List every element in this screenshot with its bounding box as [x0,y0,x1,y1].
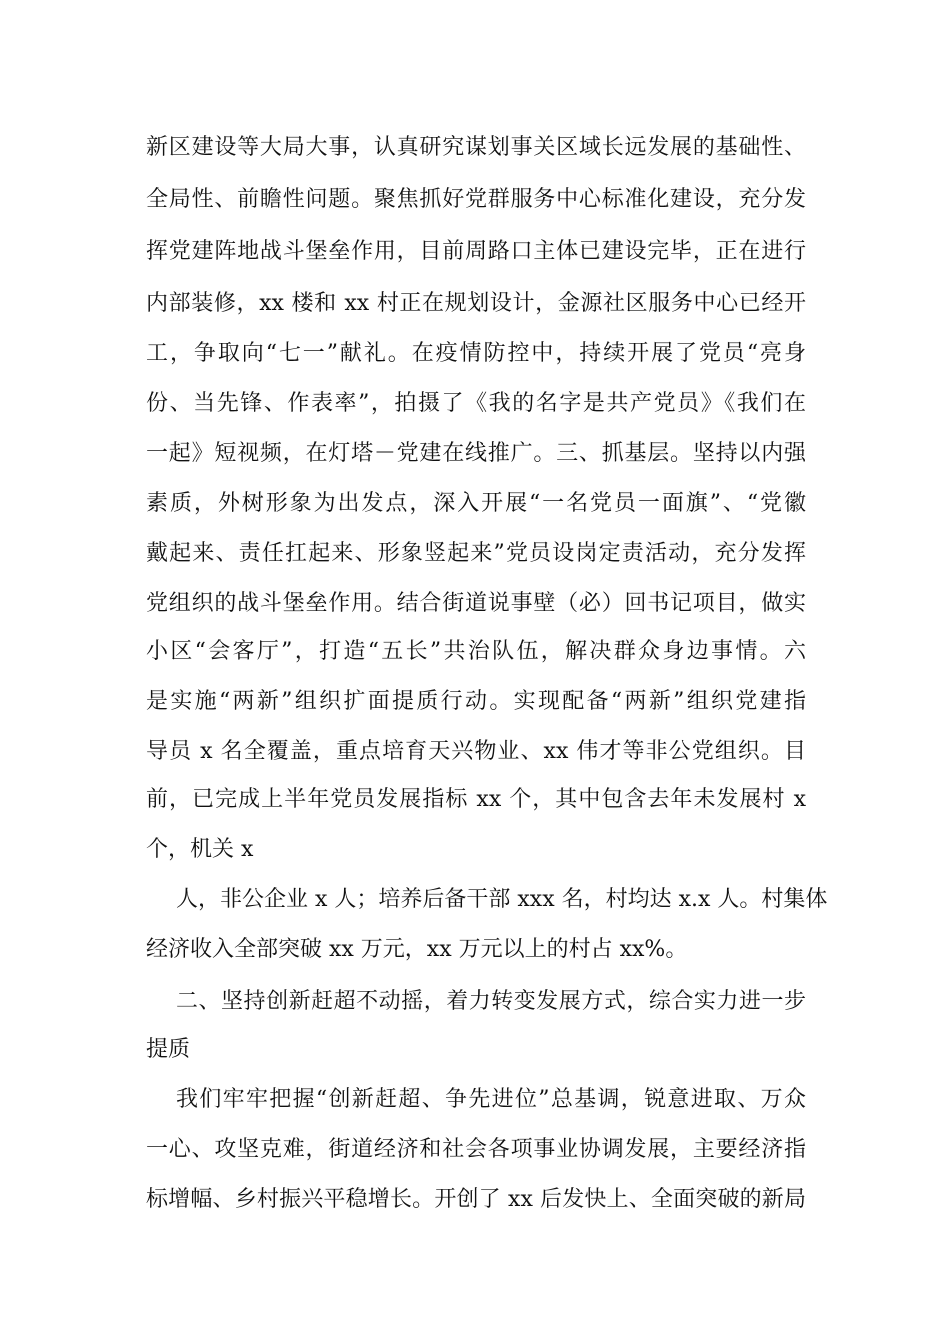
section-heading-line: 提质 [146,1037,191,1062]
text-line: 新区建设等大局大事，认真研究谋划事关区域长远发展的基础性、 [146,135,806,160]
text-line: 个，机关 x [146,837,254,862]
text-line: 前，已完成上半年党员发展指标 xx 个，其中包含去年未发展村 x [146,787,806,812]
text-line: 我们牢牢把握“创新赶超、争先进位”总基调，锐意进取、万众 [176,1087,806,1112]
text-line: 一心、攻坚克难，街道经济和社会各项事业协调发展，主要经济指 [146,1137,806,1162]
text-line: 份、当先锋、作表率”，拍摄了《我的名字是共产党员》《我们在 [146,391,806,416]
text-line: 一起》短视频，在灯塔－党建在线推广。三、抓基层。坚持以内强 [146,441,806,466]
text-line: 戴起来、责任扛起来、形象竖起来”党员设岗定责活动，充分发挥 [146,541,806,566]
text-line: 人，非公企业 x 人；培养后备干部 xxx 名，村均达 x.x 人。村集体 [176,887,828,912]
text-line: 素质，外树形象为出发点，深入开展“一名党员一面旗”、“党徽 [146,491,806,516]
text-line: 小区“会客厅”，打造“五长”共治队伍，解决群众身边事情。六 [146,639,806,664]
text-line: 党组织的战斗堡垒作用。结合街道说事壁（必）回书记项目，做实 [146,591,806,616]
section-heading-line: 二、坚持创新赶超不动摇，着力转变发展方式，综合实力进一步 [176,989,806,1014]
text-line: 经济收入全部突破 xx 万元，xx 万元以上的村占 xx%。 [146,937,688,962]
text-line: 内部装修，xx 楼和 xx 村正在规划设计，金源社区服务中心已经开 [146,291,806,316]
text-line: 工，争取向“七一”献礼。在疫情防控中，持续开展了党员“亮身 [146,341,806,366]
text-line: 导员 x 名全覆盖，重点培育天兴物业、xx 伟才等非公党组织。目 [146,739,807,764]
text-line: 全局性、前瞻性问题。聚焦抓好党群服务中心标准化建设，充分发 [146,187,806,212]
text-line: 是实施“两新”组织扩面提质行动。实现配备“两新”组织党建指 [146,689,806,714]
text-line: 标增幅、乡村振兴平稳增长。开创了 xx 后发快上、全面突破的新局 [146,1187,806,1212]
text-line: 挥党建阵地战斗堡垒作用，目前周路口主体已建设完毕，正在进行 [146,239,806,264]
